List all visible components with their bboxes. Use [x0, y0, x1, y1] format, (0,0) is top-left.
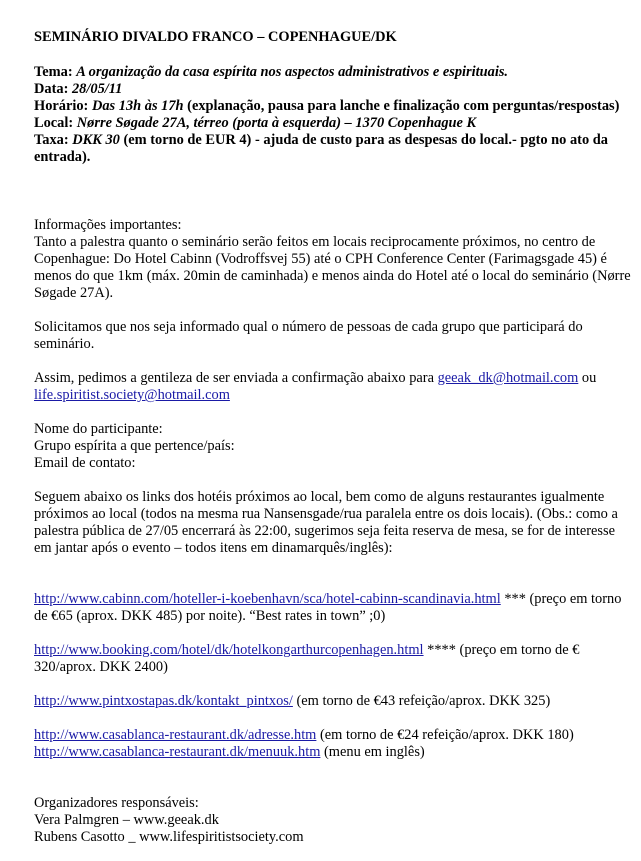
casablanca-menu-link[interactable]: http://www.casablanca-restaurant.dk/menuuk.htm — [34, 744, 321, 760]
organizer-item: Vera Palmgren – www.geeak.dk — [34, 812, 219, 828]
link-item — [34, 642, 634, 676]
local-label: Local: — [34, 115, 74, 131]
organizers-heading: Organizadores responsáveis: — [34, 795, 199, 811]
confirmation-text: Assim, pedimos a gentileza de ser enviada a confirmação abaixo para — [34, 370, 438, 386]
local-line — [34, 115, 634, 132]
link-item — [34, 591, 634, 625]
data-value: 28/05/11 — [71, 81, 123, 97]
local-value: Nørre Søgade 27A, térreo (porta à esquerda) – 1370 Copenhague K — [76, 115, 477, 131]
tema-line — [34, 64, 634, 81]
organizer-item: Rubens Casotto _ www.lifespiritistsociety.com — [34, 829, 304, 845]
hotels-intro-paragraph: Seguem abaixo os links dos hotéis próximos ao local, bem como de alguns restaurantes igualmente próximos ao local (todos na mesma rua Nansensgade/rua paralela entre os dois locais). (Obs.: como a palestra pública de 27/05 encerrará às 22:00, sugerimos seja feita reserva de mesa, se for de interesse em jantar após o evento – todos itens em dinamarquês/inglês): — [34, 489, 618, 556]
link-note: (em torno de €24 refeição/aprox. DKK 180) — [316, 727, 574, 743]
hotel-cabinn-link[interactable]: http://www.cabinn.com/hoteller-i-koebenhavn/sca/hotel-cabinn-scandinavia.html — [34, 591, 501, 607]
organizers-section — [34, 795, 634, 846]
tema-label: Tema: — [34, 64, 73, 80]
email-link-geeak[interactable]: geeak_dk@hotmail.com — [437, 370, 579, 386]
event-details — [34, 64, 634, 166]
pintxos-restaurant-link[interactable]: http://www.pintxostapas.dk/kontakt_pintxos/ — [34, 693, 293, 709]
taxa-extra: (em torno de EUR 4) - ajuda de custo para as despesas do local.- pgto no ato da entrada). — [34, 132, 608, 165]
casablanca-address-link[interactable]: http://www.casablanca-restaurant.dk/adresse.htm — [34, 727, 317, 743]
horario-label: Horário: — [34, 98, 89, 114]
link-item — [34, 744, 634, 761]
info-text: Tanto a palestra quanto o seminário serão feitos em locais reciprocamente próximos, no centro de Copenhague: Do Hotel Cabinn (Vodroffsvej 55) até o CPH Conference Center (Farimagsgade 45) é menos do que 1km (máx. 20min de caminhada) e menos ainda do Hotel até o local do seminário (Nørre Søgade 27A). — [34, 234, 631, 301]
info-heading: Informações importantes: — [34, 217, 182, 233]
link-item — [34, 727, 634, 744]
participant-form — [34, 421, 634, 472]
taxa-value: DKK 30 — [72, 132, 120, 148]
email-link-life-spiritist[interactable]: life.spiritist.society@hotmail.com — [34, 387, 230, 403]
link-note: (menu em inglês) — [320, 744, 425, 760]
horario-extra: (explanação, pausa para lanche e finalização com perguntas/respostas) — [187, 98, 620, 114]
link-note: **** (preço em torno de € 320/aprox. DKK 2400) — [34, 642, 580, 675]
hotel-kong-arthur-link[interactable]: http://www.booking.com/hotel/dk/hotelkongarthurcopenhagen.html — [34, 642, 424, 658]
horario-line — [34, 98, 634, 115]
request-paragraph: Solicitamos que nos seja informado qual o número de pessoas de cada grupo que participará do seminário. — [34, 319, 583, 352]
confirmation-paragraph — [34, 370, 634, 404]
casablanca-links — [34, 727, 634, 761]
participant-group-label: Grupo espírita a que pertence/país: — [34, 438, 235, 454]
data-line — [34, 81, 634, 98]
data-label: Data: — [34, 81, 69, 97]
participant-email-label: Email de contato: — [34, 455, 136, 471]
document-title: SEMINÁRIO DIVALDO FRANCO – COPENHAGUE/DK — [34, 29, 397, 45]
taxa-line — [34, 132, 634, 166]
info-section — [34, 217, 634, 302]
link-note: *** (preço em torno de €65 (aprox. DKK 485) por noite). “Best rates in town” ;0) — [34, 591, 622, 624]
horario-value: Das 13h às 17h — [91, 98, 184, 114]
participant-name-label: Nome do participante: — [34, 421, 163, 437]
link-note: (em torno de €43 refeição/aprox. DKK 325) — [292, 693, 551, 709]
link-item — [34, 693, 634, 710]
tema-value: A organização da casa espírita nos aspectos administrativos e espirituais. — [76, 64, 509, 80]
taxa-label: Taxa: — [34, 132, 69, 148]
confirmation-or: ou — [578, 370, 597, 386]
